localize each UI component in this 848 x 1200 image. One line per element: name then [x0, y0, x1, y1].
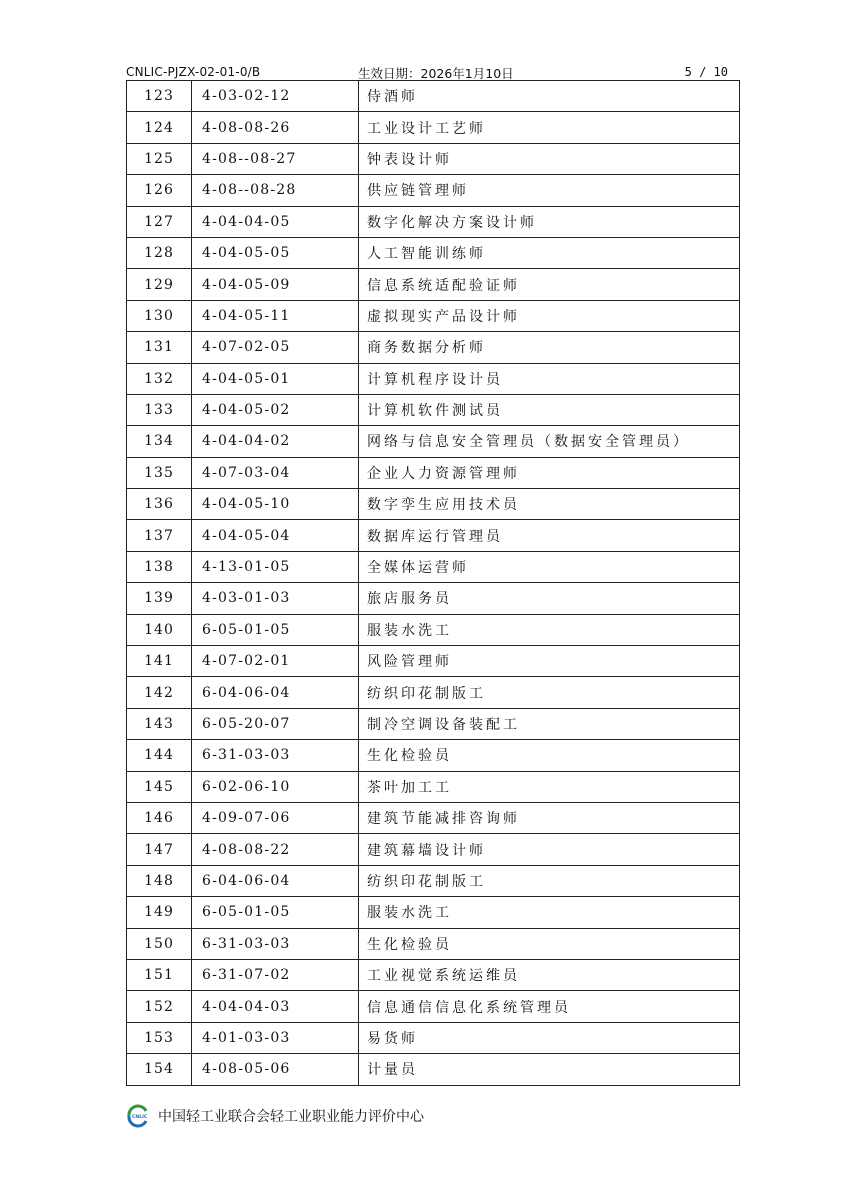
row-number-cell: 132	[127, 363, 192, 394]
occupation-code-cell: 6-05-20-07	[192, 708, 359, 739]
page-footer	[126, 1104, 424, 1128]
table-row	[127, 489, 740, 520]
occupation-name-cell: 易货师	[359, 1022, 740, 1053]
occupation-code-cell: 4-04-05-11	[192, 300, 359, 331]
row-number-cell: 141	[127, 646, 192, 677]
occupation-code-cell: 4-04-04-02	[192, 426, 359, 457]
row-number-cell: 137	[127, 520, 192, 551]
occupation-code-cell: 4-07-02-01	[192, 646, 359, 677]
row-number-cell: 140	[127, 614, 192, 645]
row-number-cell: 147	[127, 834, 192, 865]
occupation-name-cell: 数据库运行管理员	[359, 520, 740, 551]
effective-date: 生效日期：2026年1月10日	[358, 66, 514, 81]
occupation-code-cell: 4-04-05-04	[192, 520, 359, 551]
occupation-code-cell: 4-03-02-12	[192, 81, 359, 112]
occupation-name-cell: 纺织印花制版工	[359, 677, 740, 708]
occupation-name-cell: 人工智能训练师	[359, 237, 740, 268]
occupation-code-table	[126, 81, 740, 1086]
table-row	[127, 834, 740, 865]
occupation-name-cell: 网络与信息安全管理员（数据安全管理员）	[359, 426, 740, 457]
table-row	[127, 771, 740, 802]
row-number-cell: 143	[127, 708, 192, 739]
row-number-cell: 124	[127, 112, 192, 143]
occupation-name-cell: 建筑节能减排咨询师	[359, 802, 740, 833]
table-row	[127, 332, 740, 363]
occupation-code-cell: 4-08-08-22	[192, 834, 359, 865]
table-row	[127, 740, 740, 771]
row-number-cell: 133	[127, 394, 192, 425]
occupation-code-cell: 6-05-01-05	[192, 897, 359, 928]
occupation-name-cell: 计算机程序设计员	[359, 363, 740, 394]
table-row	[127, 708, 740, 739]
table-row	[127, 394, 740, 425]
table-row	[127, 959, 740, 990]
occupation-code-cell: 6-05-01-05	[192, 614, 359, 645]
table-row	[127, 112, 740, 143]
table-row	[127, 237, 740, 268]
occupation-name-cell: 制冷空调设备装配工	[359, 708, 740, 739]
row-number-cell: 153	[127, 1022, 192, 1053]
occupation-name-cell: 风险管理师	[359, 646, 740, 677]
row-number-cell: 146	[127, 802, 192, 833]
occupation-name-cell: 服装水洗工	[359, 614, 740, 645]
occupation-name-cell: 信息通信信息化系统管理员	[359, 991, 740, 1022]
occupation-code-cell: 4-08--08-28	[192, 175, 359, 206]
row-number-cell: 149	[127, 897, 192, 928]
occupation-name-cell: 生化检验员	[359, 928, 740, 959]
occupation-name-cell: 茶叶加工工	[359, 771, 740, 802]
table-row	[127, 520, 740, 551]
occupation-name-cell: 企业人力资源管理师	[359, 457, 740, 488]
table-row	[127, 426, 740, 457]
row-number-cell: 145	[127, 771, 192, 802]
occupation-name-cell: 生化检验员	[359, 740, 740, 771]
occupation-code-cell: 4-04-05-02	[192, 394, 359, 425]
row-number-cell: 126	[127, 175, 192, 206]
occupation-code-cell: 4-04-04-05	[192, 206, 359, 237]
table-row	[127, 865, 740, 896]
occupation-code-cell: 6-31-03-03	[192, 928, 359, 959]
occupation-code-cell: 6-04-06-04	[192, 677, 359, 708]
occupation-name-cell: 旅店服务员	[359, 583, 740, 614]
row-number-cell: 139	[127, 583, 192, 614]
table-row	[127, 802, 740, 833]
row-number-cell: 129	[127, 269, 192, 300]
row-number-cell: 130	[127, 300, 192, 331]
table-row	[127, 1054, 740, 1085]
occupation-code-cell: 4-03-01-03	[192, 583, 359, 614]
occupation-code-cell: 4-04-05-10	[192, 489, 359, 520]
table-row	[127, 143, 740, 174]
occupation-name-cell: 数字孪生应用技术员	[359, 489, 740, 520]
occupation-code-cell: 4-13-01-05	[192, 551, 359, 582]
table-row	[127, 583, 740, 614]
table-row	[127, 551, 740, 582]
row-number-cell: 152	[127, 991, 192, 1022]
table-row	[127, 363, 740, 394]
organization-name: 中国轻工业联合会轻工业职业能力评价中心	[158, 1109, 424, 1125]
occupation-code-cell: 4-09-07-06	[192, 802, 359, 833]
row-number-cell: 142	[127, 677, 192, 708]
row-number-cell: 125	[127, 143, 192, 174]
row-number-cell: 138	[127, 551, 192, 582]
document-code: CNLIC-PJZX-02-01-0/B	[126, 65, 261, 79]
row-number-cell: 134	[127, 426, 192, 457]
occupation-name-cell: 计量员	[359, 1054, 740, 1085]
cnlic-logo	[126, 1104, 154, 1128]
row-number-cell: 128	[127, 237, 192, 268]
row-number-cell: 151	[127, 959, 192, 990]
occupation-name-cell: 虚拟现实产品设计师	[359, 300, 740, 331]
page-number: 5 / 10	[684, 65, 728, 79]
table-row	[127, 457, 740, 488]
occupation-code-cell: 6-02-06-10	[192, 771, 359, 802]
occupation-name-cell: 钟表设计师	[359, 143, 740, 174]
occupation-code-cell: 4-07-03-04	[192, 457, 359, 488]
occupation-name-cell: 数字化解决方案设计师	[359, 206, 740, 237]
row-number-cell: 136	[127, 489, 192, 520]
occupation-name-cell: 计算机软件测试员	[359, 394, 740, 425]
svg-text:CNLIC: CNLIC	[132, 1115, 148, 1120]
row-number-cell: 127	[127, 206, 192, 237]
table-row	[127, 81, 740, 112]
occupation-name-cell: 服装水洗工	[359, 897, 740, 928]
occupation-code-cell: 4-07-02-05	[192, 332, 359, 363]
table-row	[127, 206, 740, 237]
occupation-code-cell: 4-04-05-09	[192, 269, 359, 300]
occupation-name-cell: 建筑幕墙设计师	[359, 834, 740, 865]
occupation-code-cell: 4-08--08-27	[192, 143, 359, 174]
row-number-cell: 144	[127, 740, 192, 771]
table-body	[127, 81, 740, 1085]
occupation-name-cell: 纺织印花制版工	[359, 865, 740, 896]
table-row	[127, 646, 740, 677]
table-row	[127, 928, 740, 959]
occupation-code-cell: 4-04-04-03	[192, 991, 359, 1022]
table-row	[127, 897, 740, 928]
occupation-name-cell: 商务数据分析师	[359, 332, 740, 363]
occupation-code-cell: 4-04-05-01	[192, 363, 359, 394]
table-row	[127, 1022, 740, 1053]
occupation-code-cell: 4-01-03-03	[192, 1022, 359, 1053]
table-row	[127, 269, 740, 300]
occupation-code-cell: 6-31-03-03	[192, 740, 359, 771]
table-row	[127, 614, 740, 645]
occupation-name-cell: 供应链管理师	[359, 175, 740, 206]
row-number-cell: 131	[127, 332, 192, 363]
row-number-cell: 123	[127, 81, 192, 112]
occupation-code-cell: 4-04-05-05	[192, 237, 359, 268]
table-row	[127, 677, 740, 708]
occupation-name-cell: 工业视觉系统运维员	[359, 959, 740, 990]
occupation-code-cell: 4-08-05-06	[192, 1054, 359, 1085]
occupation-code-cell: 6-31-07-02	[192, 959, 359, 990]
occupation-code-cell: 4-08-08-26	[192, 112, 359, 143]
row-number-cell: 148	[127, 865, 192, 896]
row-number-cell: 135	[127, 457, 192, 488]
occupation-name-cell: 信息系统适配验证师	[359, 269, 740, 300]
row-number-cell: 154	[127, 1054, 192, 1085]
table-row	[127, 175, 740, 206]
occupation-code-cell: 6-04-06-04	[192, 865, 359, 896]
table-row	[127, 300, 740, 331]
occupation-name-cell: 侍酒师	[359, 81, 740, 112]
table-row	[127, 991, 740, 1022]
occupation-name-cell: 工业设计工艺师	[359, 112, 740, 143]
row-number-cell: 150	[127, 928, 192, 959]
page-header	[126, 62, 740, 82]
occupation-name-cell: 全媒体运营师	[359, 551, 740, 582]
